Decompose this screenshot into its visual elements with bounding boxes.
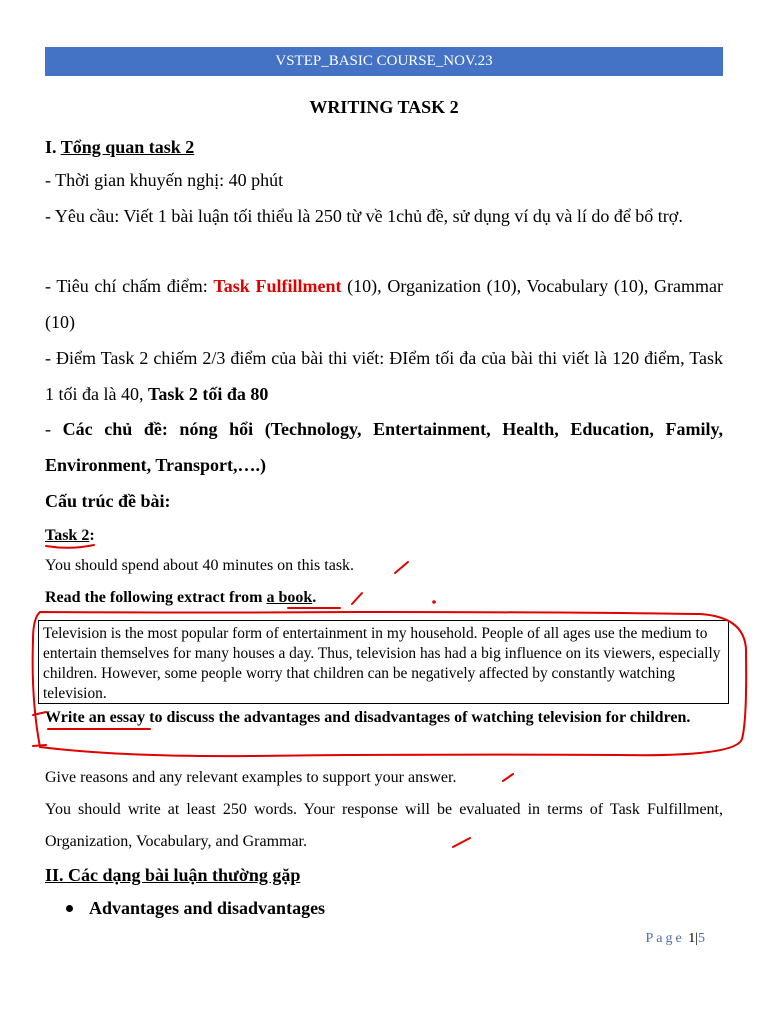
topics-list: - Các chủ đề: nóng hổi (Technology, Entertainment, Health, Education, Family, Environment, Transport,….): [45, 419, 723, 475]
grading-criteria: - Tiêu chí chấm điểm: Task Fulfillment (10), Organization (10), Vocabulary (10), Grammar (10): [45, 276, 723, 332]
requirement-text: - Yêu cầu: Viết 1 bài luận tối thiểu là 250 từ về 1chủ đề, sử dụng ví dụ và lí do để bổ trợ.: [45, 206, 683, 226]
document-title: WRITING TASK 2: [309, 97, 459, 117]
course-header-bar: [45, 47, 723, 76]
spend-time-text: You should spend about 40 minutes on this task.: [45, 557, 355, 574]
essay-prompt: Write an essay to discuss the advantages and disadvantages of watching television for children.: [45, 709, 691, 726]
bullet-dot-icon: [66, 905, 73, 912]
tick-left-2: [33, 745, 46, 746]
page-footer: Page 1|5: [645, 931, 708, 946]
task-label: Task 2:: [45, 527, 95, 544]
read-extract-instruction: Read the following extract from a book.: [45, 589, 317, 606]
bullet-item: Advantages and disadvantages: [66, 898, 325, 919]
give-reasons-text: Give reasons and any relevant examples to support your answer.: [45, 769, 457, 786]
word-count-text: You should write at least 250 words. Your response will be evaluated in terms of Task Fulfillment, Organization, Vocabulary, and Grammar.: [45, 801, 723, 850]
section1-heading: I. Tổng quan task 2: [45, 137, 195, 157]
score-info: - Điểm Task 2 chiếm 2/3 điểm của bài thi viết: ĐIểm tối đa của bài thi viết là 120 điểm, Task 1 tối đa là 40, Task 2 tối đa 80: [45, 348, 723, 404]
extract-text: Television is the most popular form of entertainment in my household. People of all ages use the medium to entertain themselves for many houses a day. Thus, television has had a big influence on its viewers, especially children. However, some people worry that children can be negatively affected by constantly watching television.: [43, 625, 721, 702]
structure-heading: Cấu trúc đề bài:: [45, 491, 171, 511]
extract-box: [38, 620, 729, 704]
course-header-text: VSTEP_BASIC COURSE_NOV.23: [275, 53, 493, 69]
section2-heading: II. Các dạng bài luận thường gặp: [45, 865, 301, 885]
recommended-time: - Thời gian khuyến nghị: 40 phút: [45, 170, 284, 190]
